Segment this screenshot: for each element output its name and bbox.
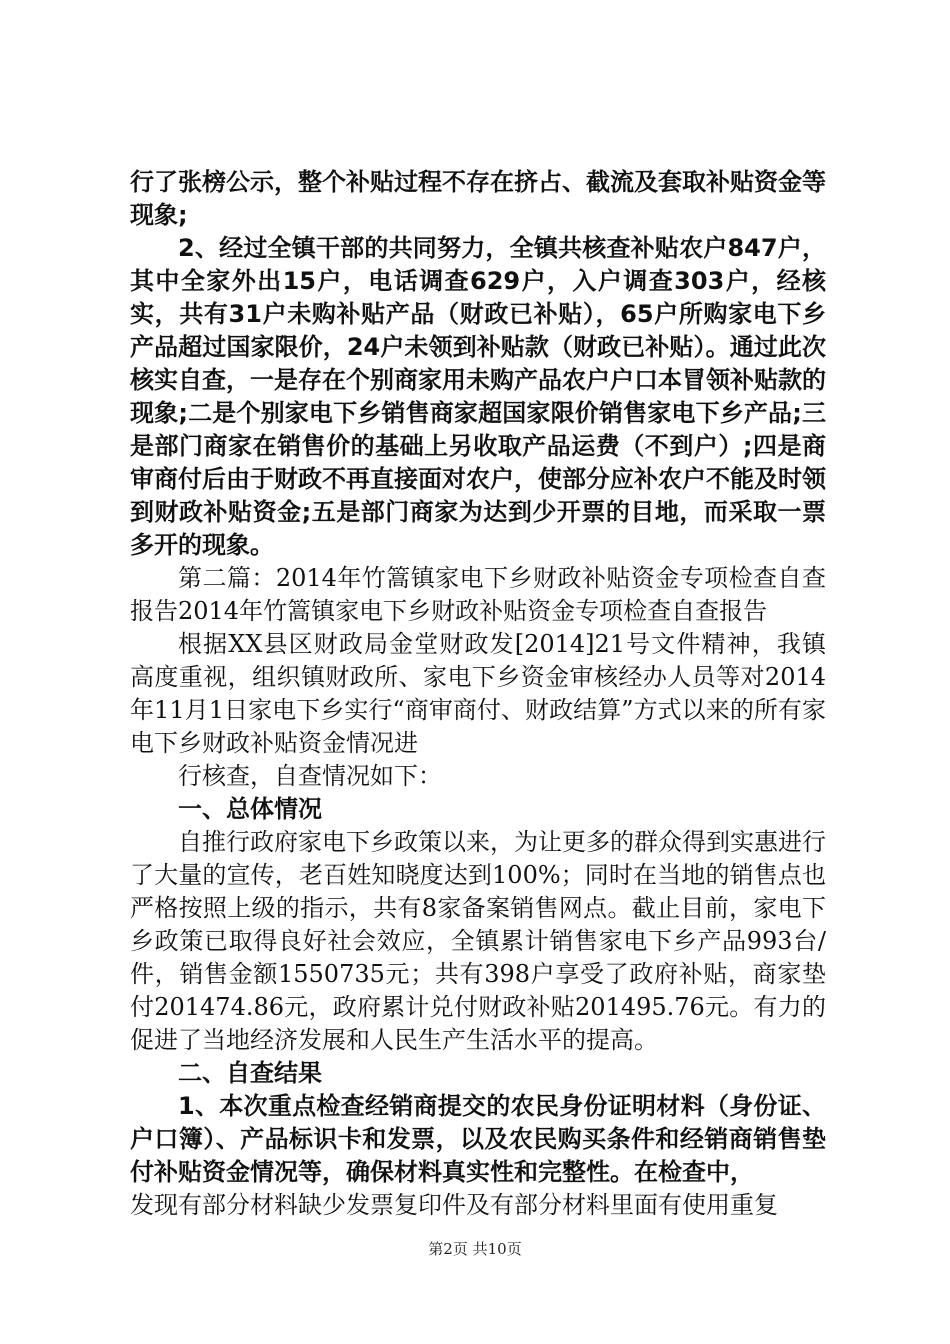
document-body [130, 166, 826, 1222]
paragraph-continuation: 行了张榜公示，整个补贴过程不存在挤占、截流及套取补贴资金等现象; [130, 168, 826, 229]
paragraph-verification-summary: 2、经过全镇干部的共同努力，全镇共核查补贴农户847户，其中全家外出15户，电话调查629户，入户调查303户，经核实，共有31户未购补贴产品（财政已补贴），65户所购家电下乡产品超过国家限价，24户未领到补贴款（财政已补贴）。通过此次核实自查，一是存在个别商家用未购产品农户户口本冒领补贴款的现象;二是个别家电下乡销售商家超国家限价销售家电下乡产品;三是部门商家在销售价的基础上另收取产品运费（不到户）;四是商审商付后由于财政不再直接面对农户，使部分应补农户不能及时领到财政补贴资金;五是部门商家为达到少开票的目地，而采取一票多开的现象。 [130, 234, 826, 559]
section-heading-overall: 一、总体情况 [178, 795, 322, 823]
paragraph-chapter-title: 第二篇：2014年竹篙镇家电下乡财政补贴资金专项检查自查报告2014年竹篙镇家电下乡财政补贴资金专项检查自查报告 [130, 564, 826, 625]
paragraph-overall-situation: 自推行政府家电下乡政策以来，为让更多的群众得到实惠进行了大量的宣传，老百姓知晓度达到100%；同时在当地的销售点也严格按照上级的指示，共有8家备案销售网点。截止目前，家电下乡政策已取得良好社会效应，全镇累计销售家电下乡产品993台/件，销售金额1550735元；共有398户享受了政府补贴，商家垫付201474.86元，政府累计兑付财政补贴201495.76元。有力的促进了当地经济发展和人民生产生活水平的提高。 [130, 828, 826, 1054]
paragraph-result-1-continued: 发现有部分材料缺少发票复印件及有部分材料里面有使用重复 [130, 1191, 778, 1219]
paragraph-check-intro: 行核查，自查情况如下： [178, 762, 442, 790]
page-number-footer: 第2页 共10页 [428, 1240, 522, 1258]
paragraph-result-1: 1、本次重点检查经销商提交的农民身份证明材料（身份证、户口簿）、产品标识卡和发票，以及农民购买条件和经销商销售垫付补贴资金情况等，确保材料真实性和完整性。在检查中， [130, 1092, 826, 1186]
paragraph-basis: 根据XX县区财政局金堂财政发[2014]21号文件精神，我镇高度重视，组织镇财政所、家电下乡资金审核经办人员等对2014年11月1日家电下乡实行“商审商付、财政结算”方式以来的所有家电下乡财政补贴资金情况进 [130, 630, 826, 757]
section-heading-results: 二、自查结果 [178, 1059, 322, 1087]
